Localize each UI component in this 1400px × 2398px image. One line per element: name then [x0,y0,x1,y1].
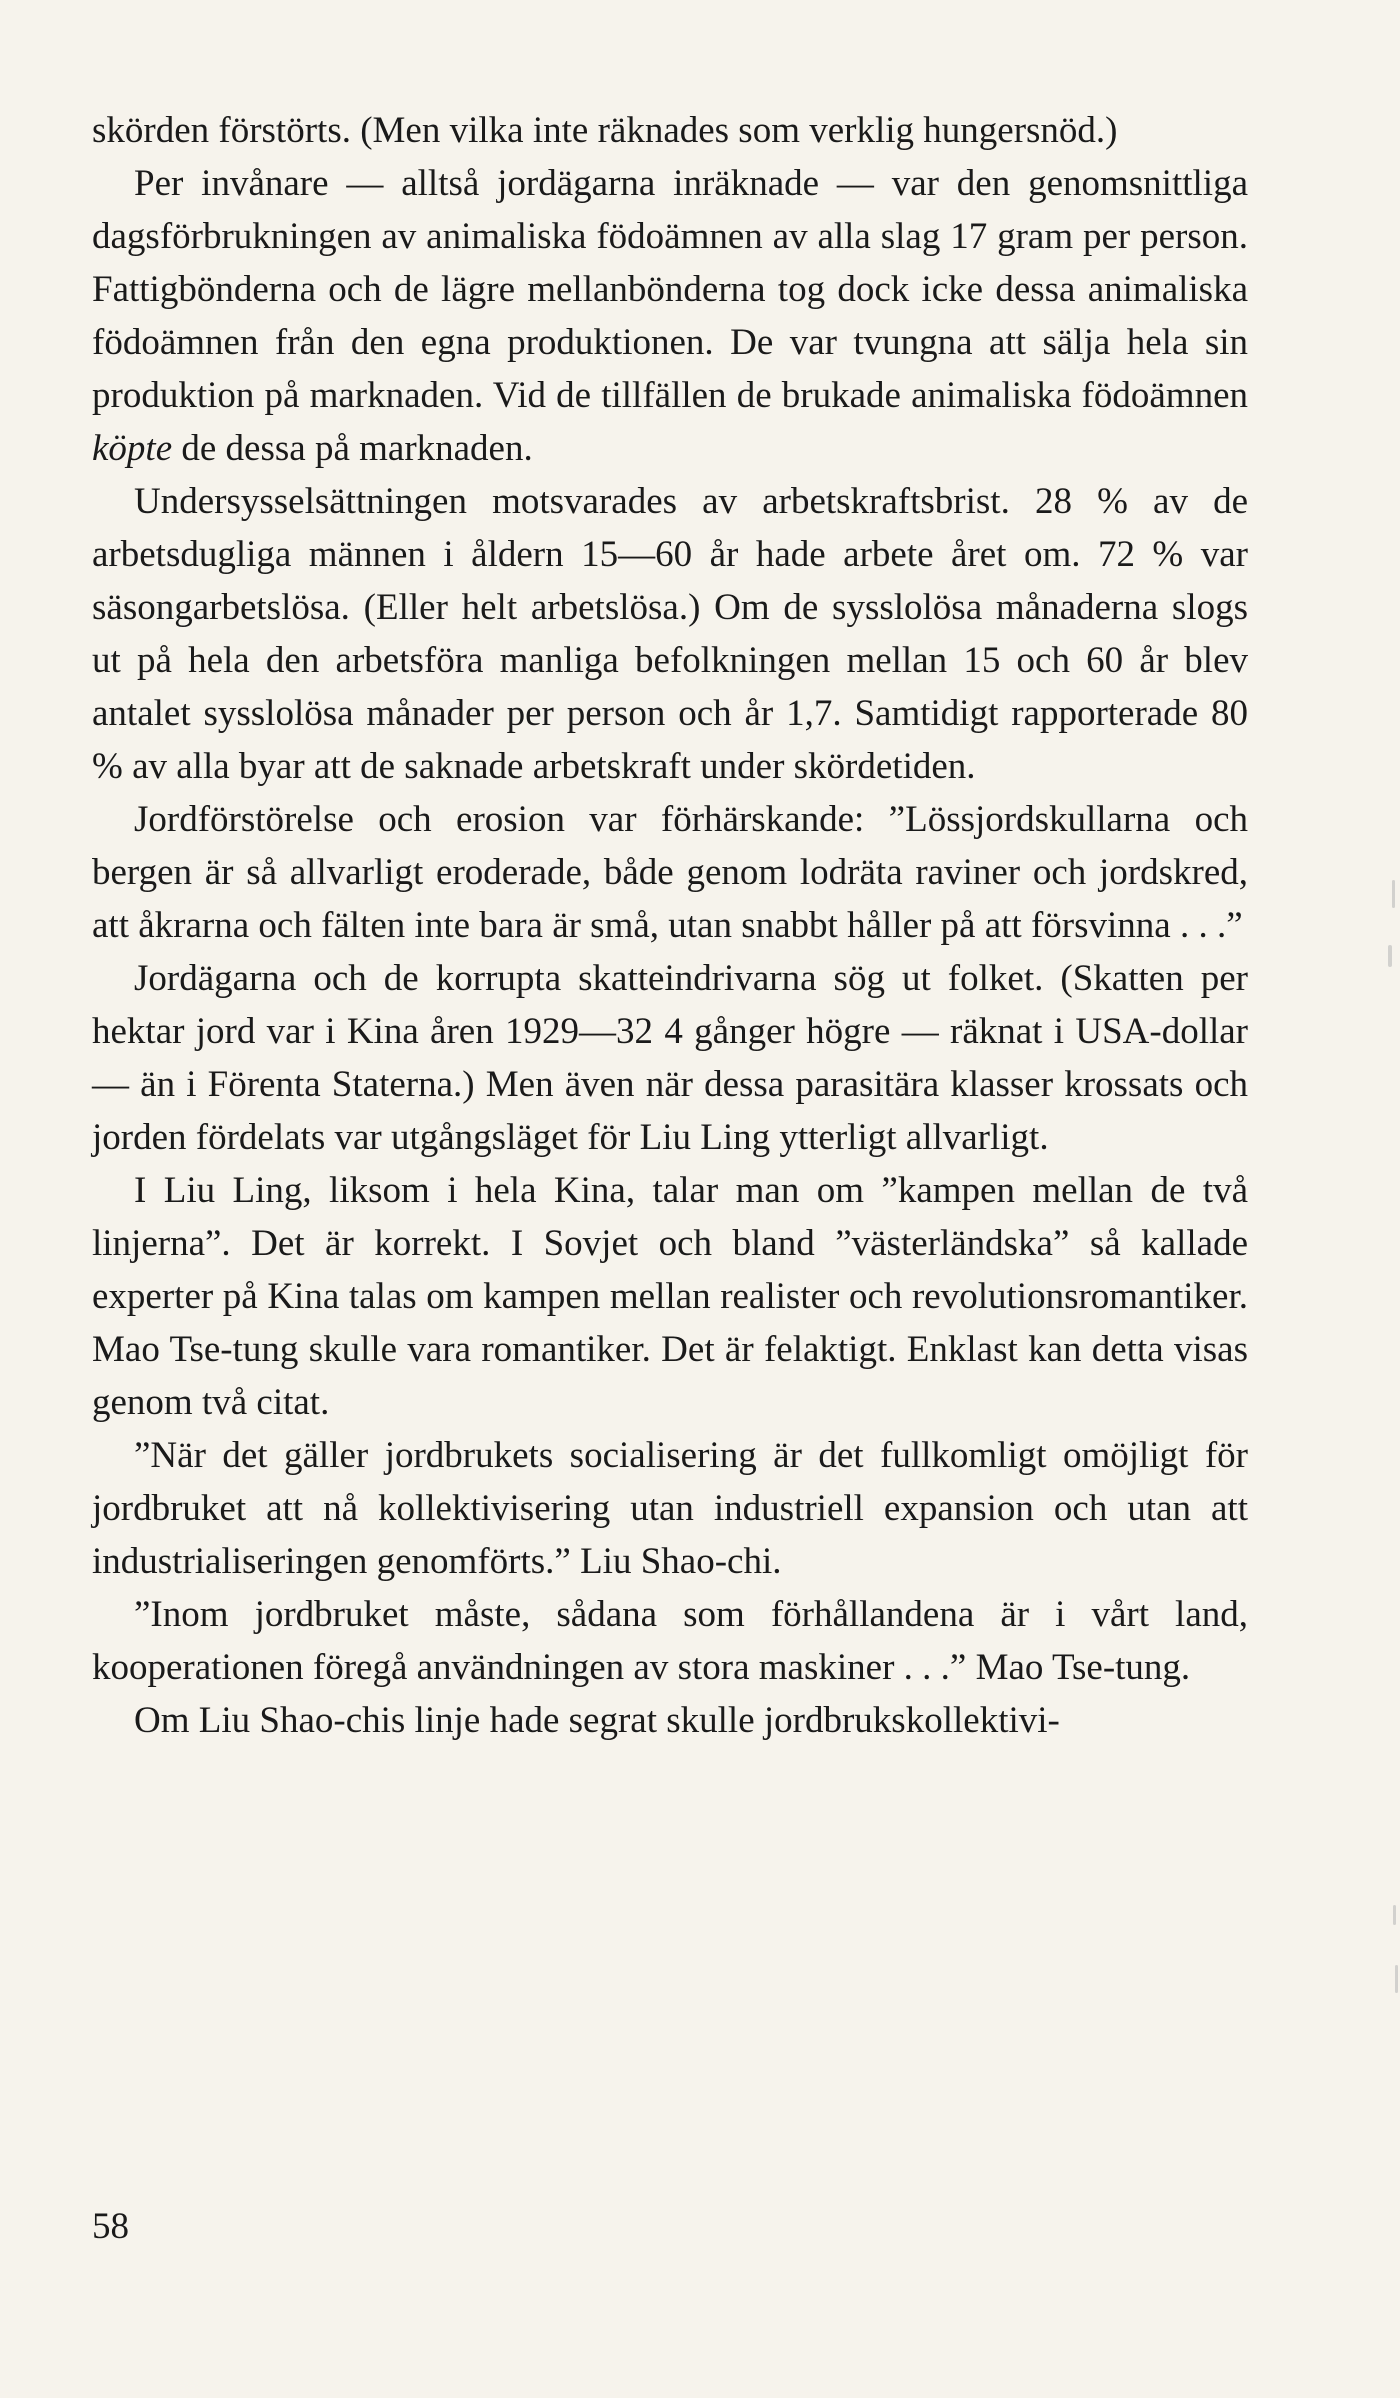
paragraph-p9 [92,1694,1248,1747]
paragraph-text: Om Liu Shao-chis linje hade segrat skulle jordbrukskollektivi- [134,1700,1060,1741]
paragraph-p7 [92,1429,1248,1588]
paragraph-text: Jordägarna och de korrupta skatteindrivarna sög ut folket. (Skatten per hektar jord var i Kina åren 1929—32 4 gånger högre — räknat i USA-dollar — än i Förenta Staterna.) Men även när dessa parasitära klasser krossats och jorden fördelats var utgångsläget för Liu Ling ytterligt allvarligt. [92,958,1248,1158]
paragraph-p5 [92,952,1248,1164]
emphasized-text: köpte [92,428,173,469]
paragraph-text: Per invånare — alltså jordägarna inräknade — var den genomsnittliga dagsförbrukningen av animaliska födoämnen av alla slag 17 gram per person. Fattigbönderna och de lägre mellanbönderna tog dock icke dessa animaliska födoämnen från den egna produktionen. De var tvungna att sälja hela sin produktion på marknaden. Vid de tillfällen de brukade animaliska födoämnen [92,163,1248,416]
paragraph-text: I Liu Ling, liksom i hela Kina, talar man om ”kampen mellan de två linjerna”. Det är korrekt. I Sovjet och bland ”västerländska” så kallade experter på Kina talas om kampen mellan realister och revolutionsromantiker. Mao Tse-tung skulle vara romantiker. Det är felaktigt. Enklast kan detta visas genom två citat. [92,1170,1248,1423]
scan-mark [1392,880,1395,908]
paragraph-text: de dessa på marknaden. [172,428,533,469]
paragraph-p8 [92,1588,1248,1694]
paragraph-text: Jordförstörelse och erosion var förhärskande: ”Lössjordskullarna och bergen är så allvarligt eroderade, både genom lodräta raviner och jordskred, att åkrarna och fälten inte bara är små, utan snabbt håller på att försvinna . . .” [92,799,1248,946]
paragraph-p1 [92,104,1248,157]
paragraph-p4 [92,793,1248,952]
paragraph-text: ”När det gäller jordbrukets socialisering är det fullkomligt omöjligt för jordbruket att nå kollektivisering utan industriell expansion och utan att industrialiseringen genomförts.” Liu Shao-chi. [92,1435,1248,1582]
paragraph-p2 [92,157,1248,475]
paragraph-text: ”Inom jordbruket måste, sådana som förhållandena är i vårt land, kooperationen föregå användningen av stora maskiner . . .” Mao Tse-tung. [92,1594,1248,1688]
scan-mark [1388,945,1392,967]
scan-mark [1393,1905,1396,1925]
paragraph-text: Undersysselsättningen motsvarades av arbetskraftsbrist. 28 % av de arbetsdugliga männen i åldern 15—60 år hade arbete året om. 72 % var säsongarbetslösa. (Eller helt arbetslösa.) Om de sysslolösa månaderna slogs ut på hela den arbetsföra manliga befolkningen mellan 15 och 60 år blev antalet sysslolösa månader per person och år 1,7. Samtidigt rapporterade 80 % av alla byar att de saknade arbetskraft under skördetiden. [92,481,1248,787]
scan-mark [1395,1965,1398,1993]
body-text [92,104,1248,1747]
paragraph-p3 [92,475,1248,793]
paragraph-text: skörden förstörts. (Men vilka inte räknades som verklig hungersnöd.) [92,110,1118,151]
paragraph-p6 [92,1164,1248,1429]
page-number: 58 [92,2206,129,2247]
